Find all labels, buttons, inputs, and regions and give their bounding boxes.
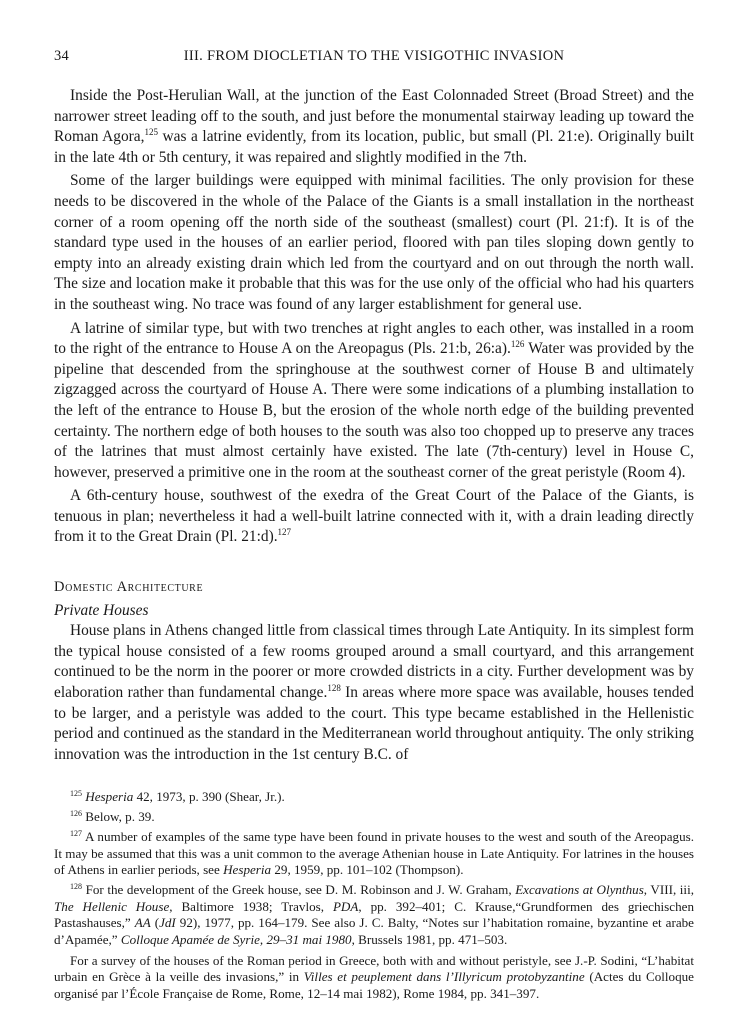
paragraph-5-text-cont: In areas where more space was available, houses tended to be larger, and a peristyle was added to the court. This type became established in the Hellenistic period and continued as the standard in the Mediterranean world throughout antiquity. The only striking innovation was the introduction in the 1st century bbox=[54, 684, 695, 763]
book-title: Villes et peuplement dans l’Illyricum protobyzantine bbox=[303, 969, 585, 985]
footnote-text: 92), 1977, pp. 164–179. See also J. C. Balty, “Notes sur l’habitation romaine, byzantine et arabe d’Apamée,” bbox=[54, 915, 694, 948]
paragraph-3-text-cont: Water was provided by the pipeline that descended from the springhouse at the southwest corner of House B and ultimately zigzagged across the courtyard of House A. There were some indications of a plumbing installation to the left of the entrance to House B, but the erosion of the whole north edge of the building prevented certainty. The northern edge of both houses to the south was also too chopped up to preserve any traces of the latrines that must almost certainly have existed. The late (7th-century) level in House C, however, preserved a primitive one in the room at the southeast corner of the great peristyle (Room 4). bbox=[54, 340, 695, 481]
paragraph-5-text-end: of bbox=[391, 745, 409, 763]
paragraph-4 bbox=[54, 486, 694, 548]
footnote-text: , Brussels 1981, pp. 471–503. bbox=[351, 932, 508, 948]
paragraph-1-text-cont: was a latrine evidently, from its location, public, but small (Pl. 21:e). Originally built in the late 4th or 5th century, it was repaired and slightly modified in the 7th. bbox=[54, 128, 694, 166]
subsection-heading: Private Houses bbox=[54, 601, 149, 619]
running-title: III. FROM DIOCLETIAN TO THE VISIGOTHIC INVASION bbox=[183, 48, 565, 64]
footnote-number: 128 bbox=[70, 881, 82, 891]
footnote-text: , VIII, iii, bbox=[643, 881, 694, 897]
book-title: PDA bbox=[332, 898, 359, 914]
main-text bbox=[54, 86, 694, 765]
era-abbreviation: B.C. bbox=[363, 745, 392, 763]
paragraph-3-text: A latrine of similar type, but with two trenches at right angles to each other, was installed in a room to the right of the entrance to House A on the Areopagus (Pls. 21:b, 26:a). bbox=[54, 319, 694, 358]
footnote-number: 127 bbox=[70, 828, 82, 838]
paragraph-1 bbox=[54, 86, 694, 168]
footnote-126 bbox=[54, 809, 694, 826]
footnote-text: , pp. 392–401; C. Krause,“Grundformen des griechischen Pastashauses,” bbox=[54, 898, 694, 931]
footnote-ref-125[interactable]: 125 bbox=[144, 127, 158, 138]
book-title: Colloque Apamée de Syrie, 29–31 mai 1980 bbox=[120, 932, 352, 948]
paragraph-2: Some of the larger buildings were equipped with minimal facilities. The only provision for these needs to be discovered in the whole of the Palace of the Giants is a small installation in the northeast corner of a room opening off the north side of the southeast (smallest) court (Pl. 21:f). It is of the standard type used in the houses of an earlier period, floored with pan tiles sloping down gently to empty into an already existing drain which led from the courtyard and on out through the north wall. The size and location make it probable that this was for the use only of the official who had his quarters in the southeast wing. No trace was found of any larger establishment for general use. bbox=[54, 172, 694, 313]
footnote-text: For the development of the Greek house, see D. M. Robinson and J. W. Graham, bbox=[82, 881, 516, 897]
book-title: Excavations at Olynthus bbox=[515, 881, 644, 897]
footnotes bbox=[54, 789, 694, 1002]
footnote-127 bbox=[54, 829, 694, 879]
footnote-ref-126[interactable]: 126 bbox=[510, 339, 525, 350]
journal-title: Hesperia bbox=[223, 862, 272, 878]
footnote-ref-127[interactable]: 127 bbox=[277, 527, 292, 538]
journal-title: Hesperia bbox=[85, 789, 134, 805]
journal-title: JdI bbox=[159, 915, 176, 931]
footnote-text: Below, p. 39. bbox=[82, 809, 155, 825]
footnote-text: For a survey of the houses of the Roman period in Greece, both with and without peristyle, see J.-P. Sodini, “L’habitat urbain en Grèce à la veille des invasions,” in bbox=[54, 952, 694, 985]
paragraph-1-text: Inside the Post-Herulian Wall, at the junction of the East Colonnaded Street (Broad Street) and the narrower street leading off to the south, and just before the monumental stairway leading up toward the Roman Agora, bbox=[54, 87, 694, 146]
footnote-number: 126 bbox=[70, 809, 82, 819]
section-heading: Domestic Architecture bbox=[54, 579, 204, 596]
footnote-ref-128[interactable]: 128 bbox=[327, 683, 341, 694]
footnote-number: 125 bbox=[70, 789, 82, 799]
book-title: The Hellenic House bbox=[54, 898, 170, 914]
paragraph-3 bbox=[54, 319, 694, 484]
footnote-128 bbox=[54, 882, 694, 949]
paragraph-4-text: A 6th-century house, southwest of the exedra of the Great Court of the Palace of the Giants, is tenuous in plan; nevertheless it had a well-built latrine connected with it, with a drain leading directly from it to the Great Drain (Pl. 21:d). bbox=[54, 487, 694, 546]
journal-title: AA bbox=[134, 915, 151, 931]
paragraph-5 bbox=[54, 621, 694, 765]
footnote-text: ( bbox=[150, 915, 160, 931]
footnote-text: A number of examples of the same type have been found in private houses to the west and south of the Areopagus. It may be assumed that this was a unit common to the average Athenian house in Late Antiquity. For latrines in the houses of Athens in earlier periods, see bbox=[54, 828, 694, 878]
footnote-text: 42, 1973, p. 390 (Shear, Jr.). bbox=[133, 789, 285, 805]
page-number: 34 bbox=[54, 48, 70, 64]
running-header bbox=[54, 48, 694, 70]
footnote-text-cont: 29, 1959, pp. 101–102 (Thompson). bbox=[271, 862, 464, 878]
paragraph-5-text: House plans in Athens changed little from classical times through Late Antiquity. In its simplest form the typical house consisted of a few rooms grouped around a small courtyard, and this arrangement continued to be the norm in the poorer or more crowded districts in a city. Further development was by elaboration rather than fundamental change. bbox=[54, 622, 694, 702]
page bbox=[54, 48, 694, 1006]
footnote-125 bbox=[54, 789, 694, 806]
footnote-128-continuation bbox=[54, 953, 694, 1003]
footnote-text: , Baltimore 1938; Travlos, bbox=[169, 898, 333, 914]
footnote-text: (Actes du Colloque organisé par l’École Française de Rome, Rome, 12–14 mai 1982), Rome 1984, pp. 341–397. bbox=[54, 969, 694, 1002]
